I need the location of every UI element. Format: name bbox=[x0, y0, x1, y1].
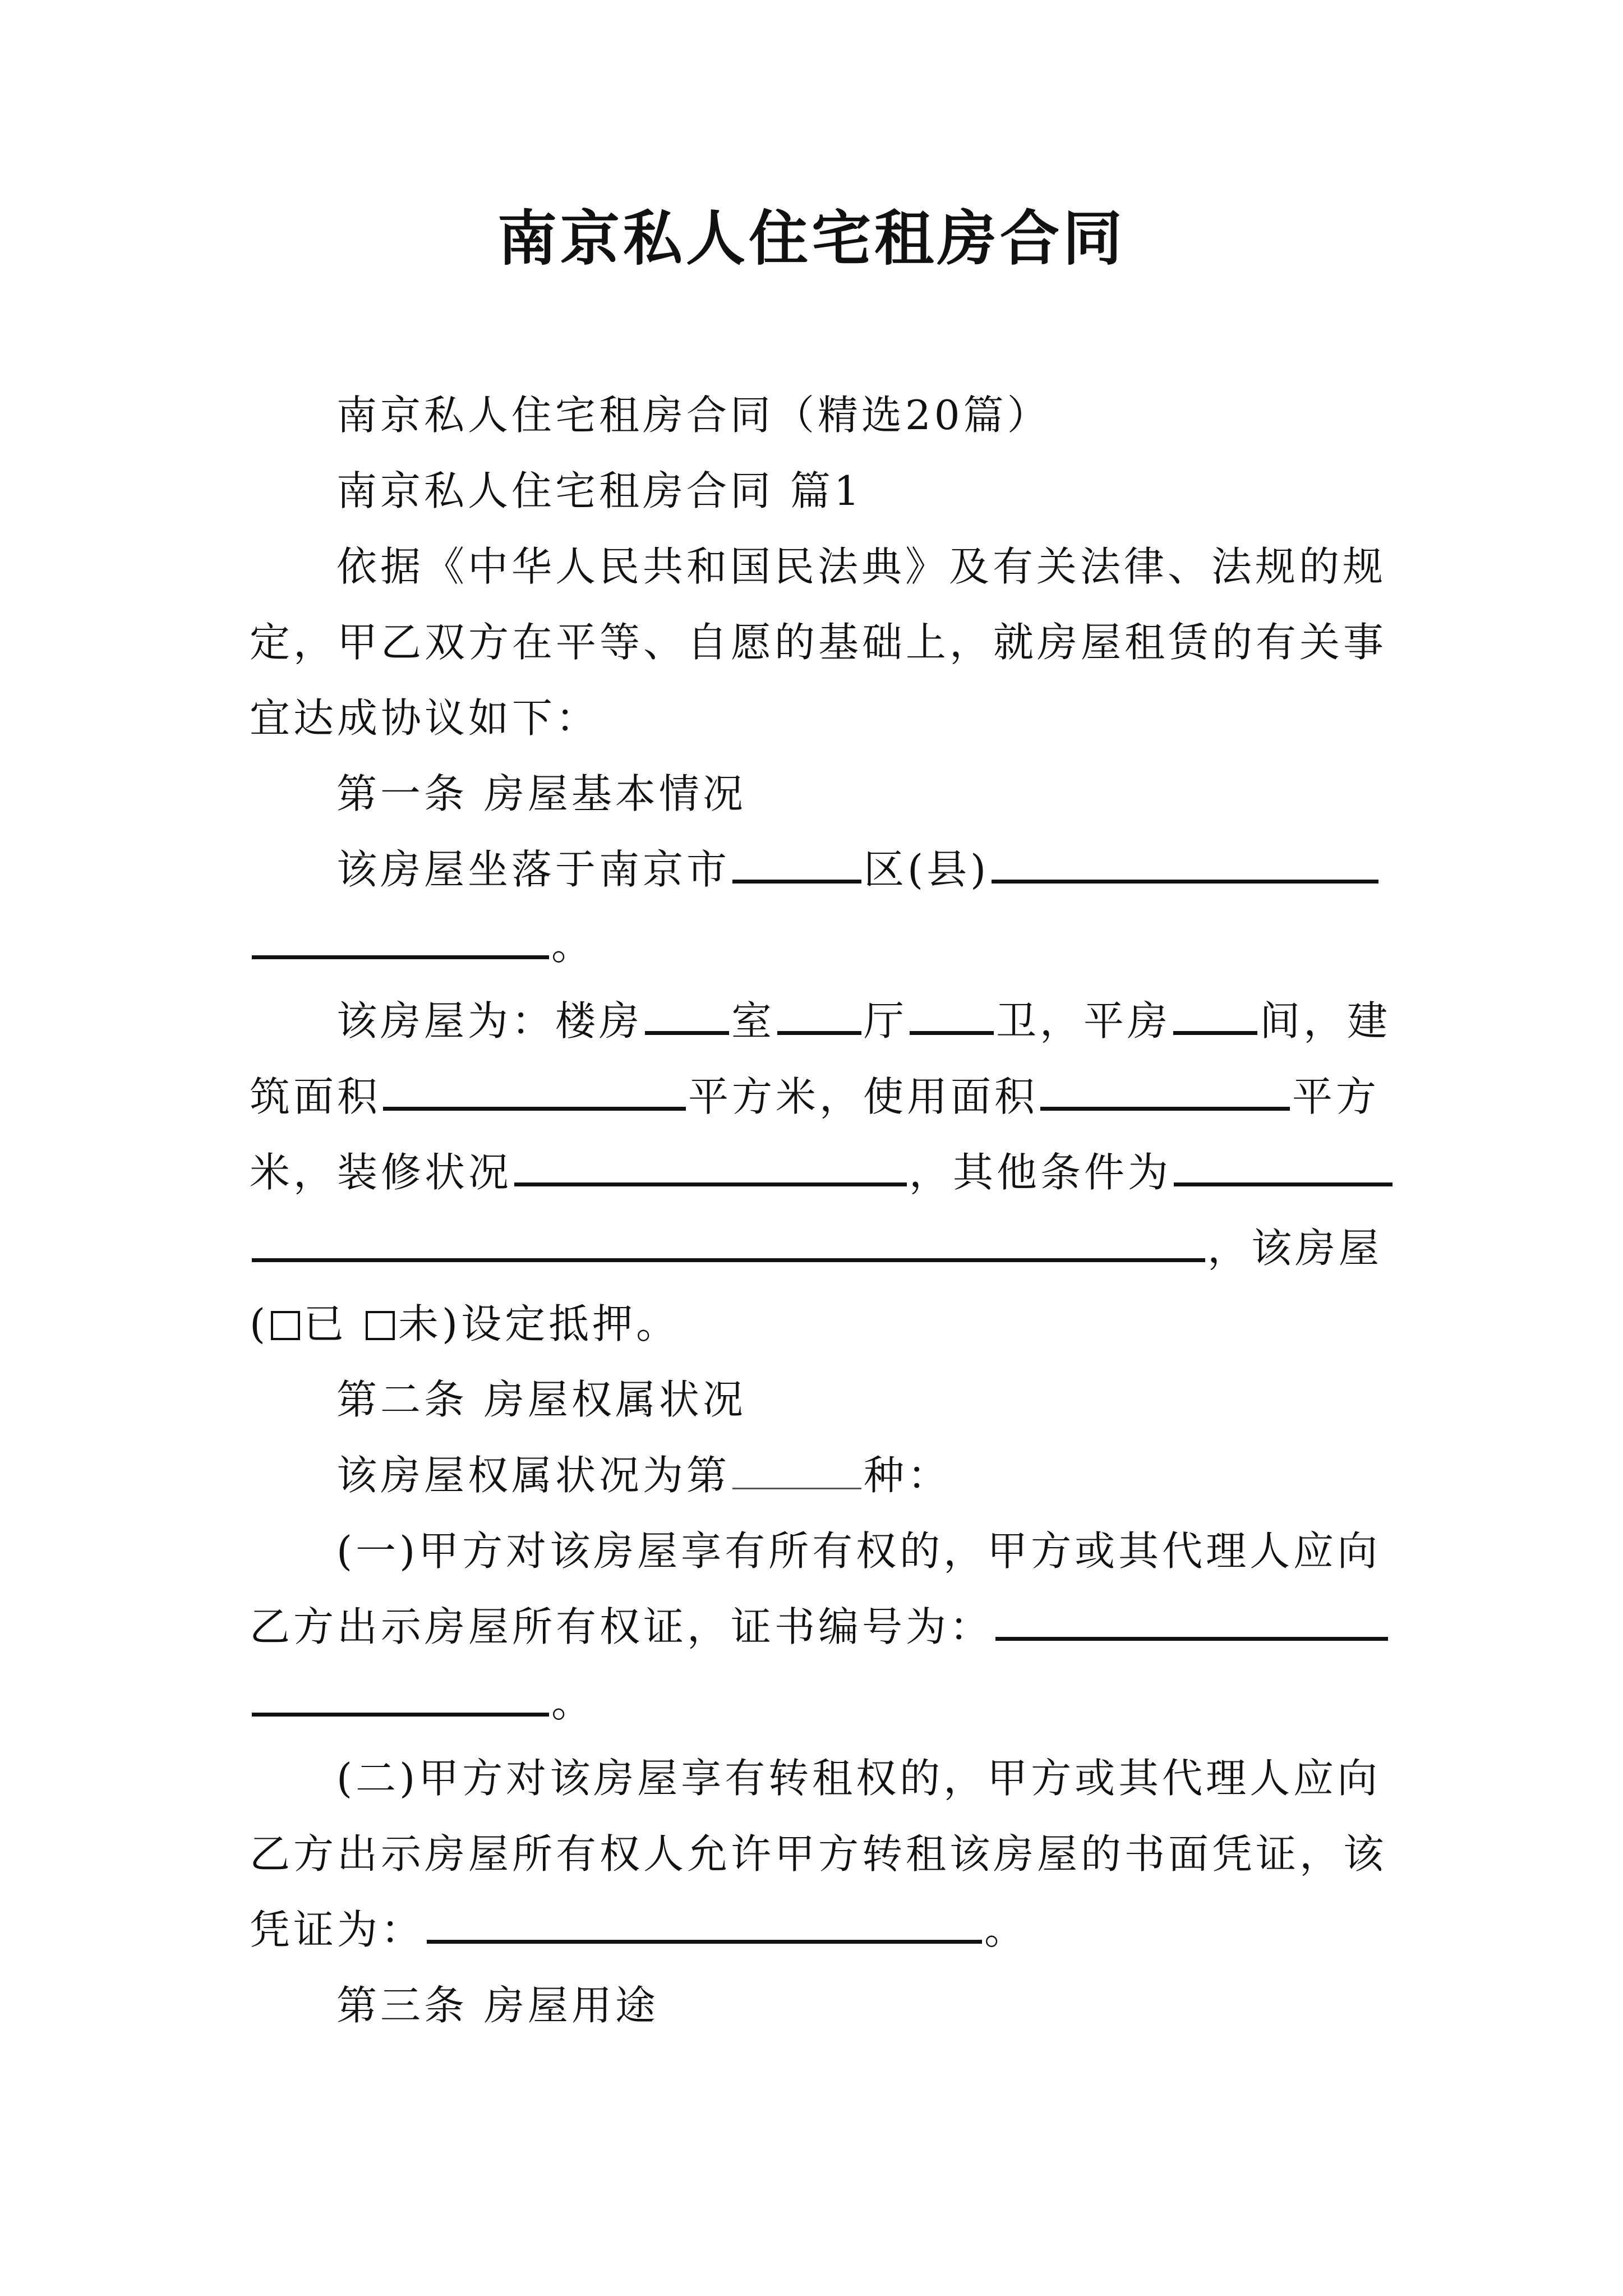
bungalow-blank bbox=[1173, 1025, 1257, 1035]
decor-line bbox=[250, 1144, 1395, 1200]
mortgage-no-checkbox[interactable] bbox=[366, 1311, 395, 1340]
item-2-line-2: 乙方出示房屋所有权人允许甲方转租该房屋的书面凭证，该 bbox=[250, 1830, 1387, 1878]
other-conditions-end: ，该房屋 bbox=[1207, 1225, 1383, 1272]
mortgage-yes-label: 已 bbox=[303, 1300, 348, 1347]
rooms-label-room: 室 bbox=[731, 997, 776, 1045]
area-label-use: 平方米，使用面积 bbox=[688, 1073, 1039, 1120]
address-blank-cont bbox=[252, 950, 549, 959]
rooms-label-hall: 厅 bbox=[864, 997, 908, 1045]
item-1-end: 。 bbox=[551, 1679, 596, 1726]
use-area-blank bbox=[1040, 1101, 1290, 1111]
intro-line-1: 依据《中华人民共和国民法典》及有关法律、法规的规 bbox=[336, 543, 1387, 590]
rooms-label-building: 该房屋为：楼房 bbox=[336, 997, 643, 1045]
area-line bbox=[250, 1069, 1380, 1125]
other-conditions-line-cont bbox=[250, 1220, 1382, 1276]
mortgage-close: )设定抵押。 bbox=[442, 1300, 680, 1347]
document-subtitle: 南京私人住宅租房合同（精选20篇） bbox=[336, 392, 1051, 439]
rooms-blank bbox=[645, 1025, 729, 1035]
mortgage-yes-checkbox[interactable] bbox=[271, 1311, 300, 1340]
area-label-unit: 平方 bbox=[1292, 1073, 1380, 1120]
location-end: 。 bbox=[551, 922, 596, 969]
area-label-build: 筑面积 bbox=[250, 1073, 381, 1120]
certificate-number-blank bbox=[995, 1631, 1388, 1641]
district-blank bbox=[732, 874, 861, 884]
ownership-status-line bbox=[336, 1447, 951, 1503]
intro-line-2: 定，甲乙双方在平等、自愿的基础上，就房屋租赁的有关事 bbox=[250, 619, 1387, 666]
certificate-label: 乙方出示房屋所有权证，证书编号为： bbox=[250, 1603, 994, 1650]
other-conditions-blank bbox=[1174, 1177, 1393, 1186]
other-conditions-blank-cont bbox=[252, 1253, 1205, 1262]
other-conditions-label: ，其他条件为 bbox=[909, 1149, 1172, 1196]
chapter-heading: 南京私人住宅租房合同 篇1 bbox=[336, 467, 863, 514]
location-district-label: 区(县) bbox=[864, 846, 990, 893]
item-1-line-2 bbox=[250, 1599, 1390, 1655]
decor-label: 米，装修状况 bbox=[250, 1149, 513, 1196]
decor-blank bbox=[514, 1177, 907, 1186]
ownership-type-blank bbox=[732, 1482, 861, 1489]
location-line-cont bbox=[250, 917, 595, 973]
baths-blank bbox=[910, 1025, 994, 1035]
item-1-line-1: (一)甲方对该房屋享有所有权的，甲方或其代理人应向 bbox=[336, 1527, 1381, 1575]
item-2-line-1: (二)甲方对该房屋享有转租权的，甲方或其代理人应向 bbox=[336, 1755, 1381, 1802]
article-1-heading: 第一条 房屋基本情况 bbox=[336, 770, 746, 817]
build-area-blank bbox=[383, 1101, 686, 1111]
rooms-label-bath: 卫，平房 bbox=[996, 997, 1172, 1045]
mortgage-open: ( bbox=[250, 1300, 269, 1347]
ownership-status-suffix: 种： bbox=[864, 1452, 952, 1499]
voucher-blank bbox=[427, 1934, 982, 1944]
article-3-heading: 第三条 房屋用途 bbox=[336, 1982, 659, 2029]
location-city-label: 该房屋坐落于南京市 bbox=[336, 846, 731, 893]
item-2-line-3 bbox=[250, 1902, 1028, 1958]
intro-line-3: 宜达成协议如下： bbox=[250, 694, 600, 742]
ownership-status-label: 该房屋权属状况为第 bbox=[336, 1452, 731, 1499]
location-line bbox=[336, 841, 1381, 898]
address-blank bbox=[992, 874, 1378, 884]
mortgage-line bbox=[250, 1296, 680, 1352]
voucher-label: 凭证为： bbox=[250, 1906, 425, 1953]
certificate-number-blank-cont bbox=[252, 1707, 549, 1717]
halls-blank bbox=[777, 1025, 861, 1035]
item-1-line-3 bbox=[250, 1674, 595, 1731]
rooms-label-jian: 间，建 bbox=[1260, 997, 1391, 1045]
item-2-end: 。 bbox=[984, 1906, 1029, 1953]
page-title: 南京私人住宅租房合同 bbox=[497, 203, 1126, 273]
rooms-line bbox=[336, 993, 1391, 1049]
article-2-heading: 第二条 房屋权属状况 bbox=[336, 1376, 746, 1423]
mortgage-no-label: 未 bbox=[398, 1300, 442, 1347]
